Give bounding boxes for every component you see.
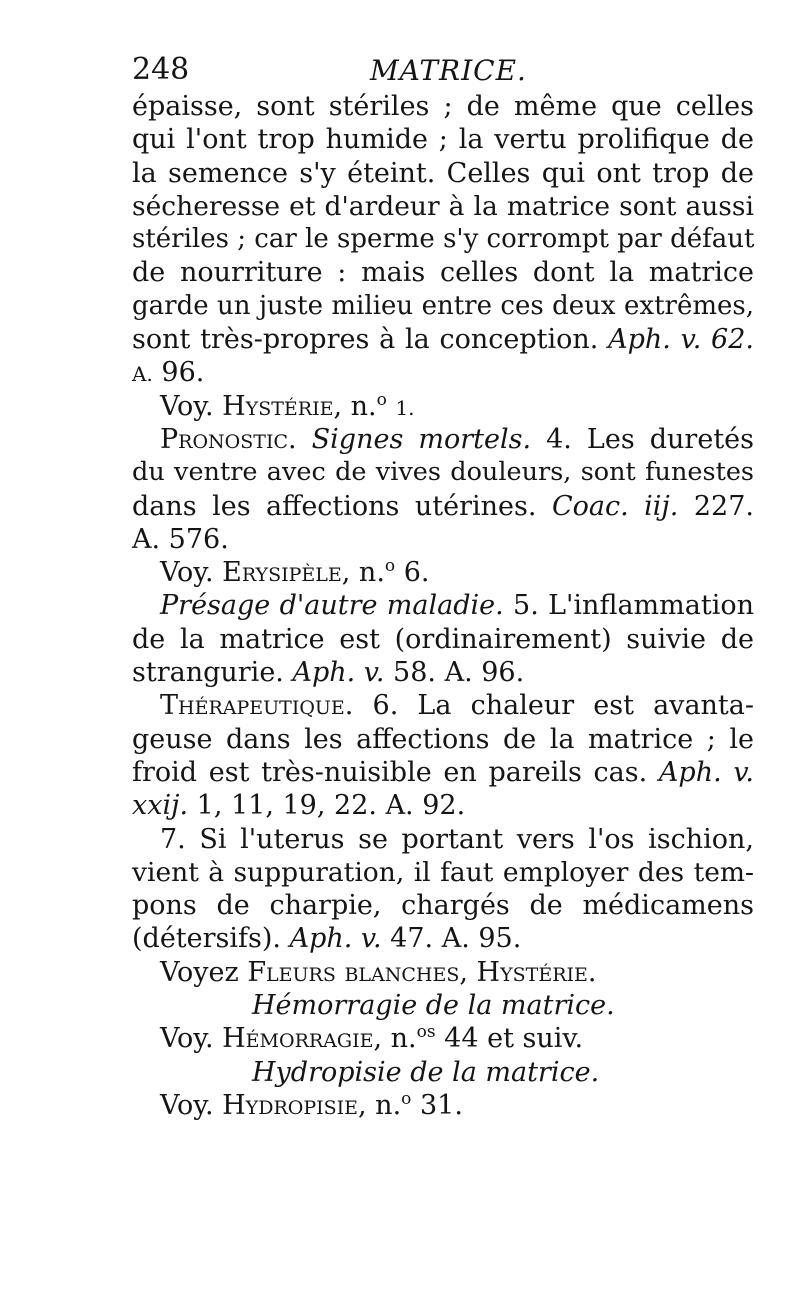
section-heading: Thérapeutique.	[160, 690, 354, 722]
section-heading-line	[132, 689, 754, 722]
number-prefix: , n.	[341, 557, 385, 589]
reference-term: Erysipèle	[222, 557, 342, 589]
reference-term: Hystérie	[222, 390, 334, 422]
edition-ref: A.	[132, 362, 153, 387]
ordinal-superscript: o	[401, 1088, 412, 1109]
text-line	[132, 789, 754, 822]
page-number: 248	[132, 52, 190, 87]
edition-ref: A. 92.	[385, 790, 466, 822]
ordinal-superscript: o	[384, 556, 396, 577]
text-line	[132, 656, 754, 689]
text-line	[132, 356, 754, 389]
voy-label: Voy.	[160, 1089, 214, 1121]
line-text: sont très-propres à la conception.	[132, 324, 599, 356]
number-prefix: , n.	[333, 390, 377, 422]
line-text: 4. Les duretés	[546, 423, 755, 455]
text-line: de la matrice est (ordinairement) suivie de	[132, 623, 754, 655]
section-heading-line	[132, 589, 754, 622]
ordinal-superscript: os	[416, 1022, 436, 1043]
line-text: 1, 11, 19, 22.	[196, 790, 377, 822]
reference-term: Fleurs blanches, Hystérie.	[247, 956, 597, 988]
voy-label: Voy.	[160, 390, 214, 422]
number-prefix: , n.	[358, 1089, 402, 1121]
aphorism-ref: Aph. v.	[658, 756, 754, 788]
cross-reference	[132, 956, 754, 989]
subheading: Hydropisie de la matrice.	[252, 1056, 600, 1088]
line-text: (détersifs).	[132, 923, 281, 955]
line-text: dans les affections utérines.	[132, 490, 537, 522]
cross-reference	[132, 1022, 754, 1055]
text-line	[132, 922, 754, 955]
reference-number: 44 et suiv.	[444, 1023, 584, 1055]
cross-reference	[132, 1089, 754, 1122]
text-line	[132, 756, 754, 789]
running-head: MATRICE.	[370, 54, 527, 87]
section-heading-line	[132, 423, 754, 456]
voyez-label: Voyez	[160, 956, 239, 988]
text-line: vient à suppuration, il faut employer des tem-	[132, 856, 754, 888]
reference-term: Hémorragie	[222, 1023, 374, 1055]
line-text: strangurie.	[132, 657, 284, 689]
text-line	[132, 490, 754, 523]
subsection-heading: Signes mortels.	[311, 423, 532, 455]
edition-ref: A. 96.	[444, 657, 525, 689]
text-line: qui l'ont trop humide ; la vertu prolifique de	[132, 124, 754, 156]
reference-number: 31.	[420, 1089, 463, 1121]
body-text	[132, 90, 754, 1122]
section-heading: Pronostic.	[160, 423, 297, 455]
reference-number: 1.	[395, 395, 415, 420]
subsection-heading: Présage d'autre maladie.	[160, 590, 504, 622]
voy-label: Voy.	[160, 1023, 214, 1055]
aphorism-ref: Aph. v.	[289, 923, 382, 955]
text-line: épaisse, sont stériles ; de même que celles	[132, 91, 754, 122]
page-ref: 47.	[390, 923, 434, 955]
text-line: stériles ; car le sperme s'y corrompt par défaut	[132, 224, 755, 255]
roman-numeral: xxij.	[132, 790, 189, 822]
text-line	[132, 323, 754, 356]
subheading: Hémorragie de la matrice.	[252, 990, 615, 1022]
reference-term: Hydropisie	[222, 1089, 359, 1121]
text-line: sécheresse et d'ardeur à la matrice sont aussi	[132, 190, 754, 222]
voy-label: Voy.	[160, 557, 214, 589]
cross-reference	[132, 556, 754, 589]
text-line: A. 576.	[132, 523, 229, 555]
aphorism-ref: Aph. v.	[292, 657, 385, 689]
page-ref: 227.	[693, 490, 754, 522]
page-ref: 96.	[161, 357, 205, 389]
page-ref: 58.	[393, 657, 436, 689]
coac-ref: Coac. iij.	[551, 490, 679, 522]
text-line: garde un juste milieu entre ces deux extrêmes,	[132, 290, 754, 321]
line-text: 6. La chaleur est avanta-	[372, 690, 754, 722]
text-line: du ventre avec de vives douleurs, sont funestes	[132, 457, 754, 488]
text-line: 7. Si l'uterus se portant vers l'os ischion,	[160, 823, 754, 855]
text-line: pons de charpie, chargés de médicamens	[132, 890, 754, 922]
number-prefix: , n.	[373, 1023, 417, 1055]
text-line: geuse dans les affections de la matrice ; le	[132, 723, 754, 755]
line-text: froid est très-nuisible en pareils cas.	[132, 756, 648, 788]
text-line: la semence s'y éteint. Celles qui ont trop de	[132, 157, 754, 189]
reference-number: 6.	[403, 557, 430, 589]
edition-ref: A. 95.	[441, 923, 522, 955]
text-line: de nourriture : mais celles dont la matrice	[132, 257, 754, 289]
cross-reference	[132, 390, 754, 423]
line-text: 5. L'inflammation	[513, 590, 754, 622]
aphorism-ref: Aph. v. 62.	[608, 324, 754, 356]
ordinal-superscript: o	[376, 389, 387, 410]
